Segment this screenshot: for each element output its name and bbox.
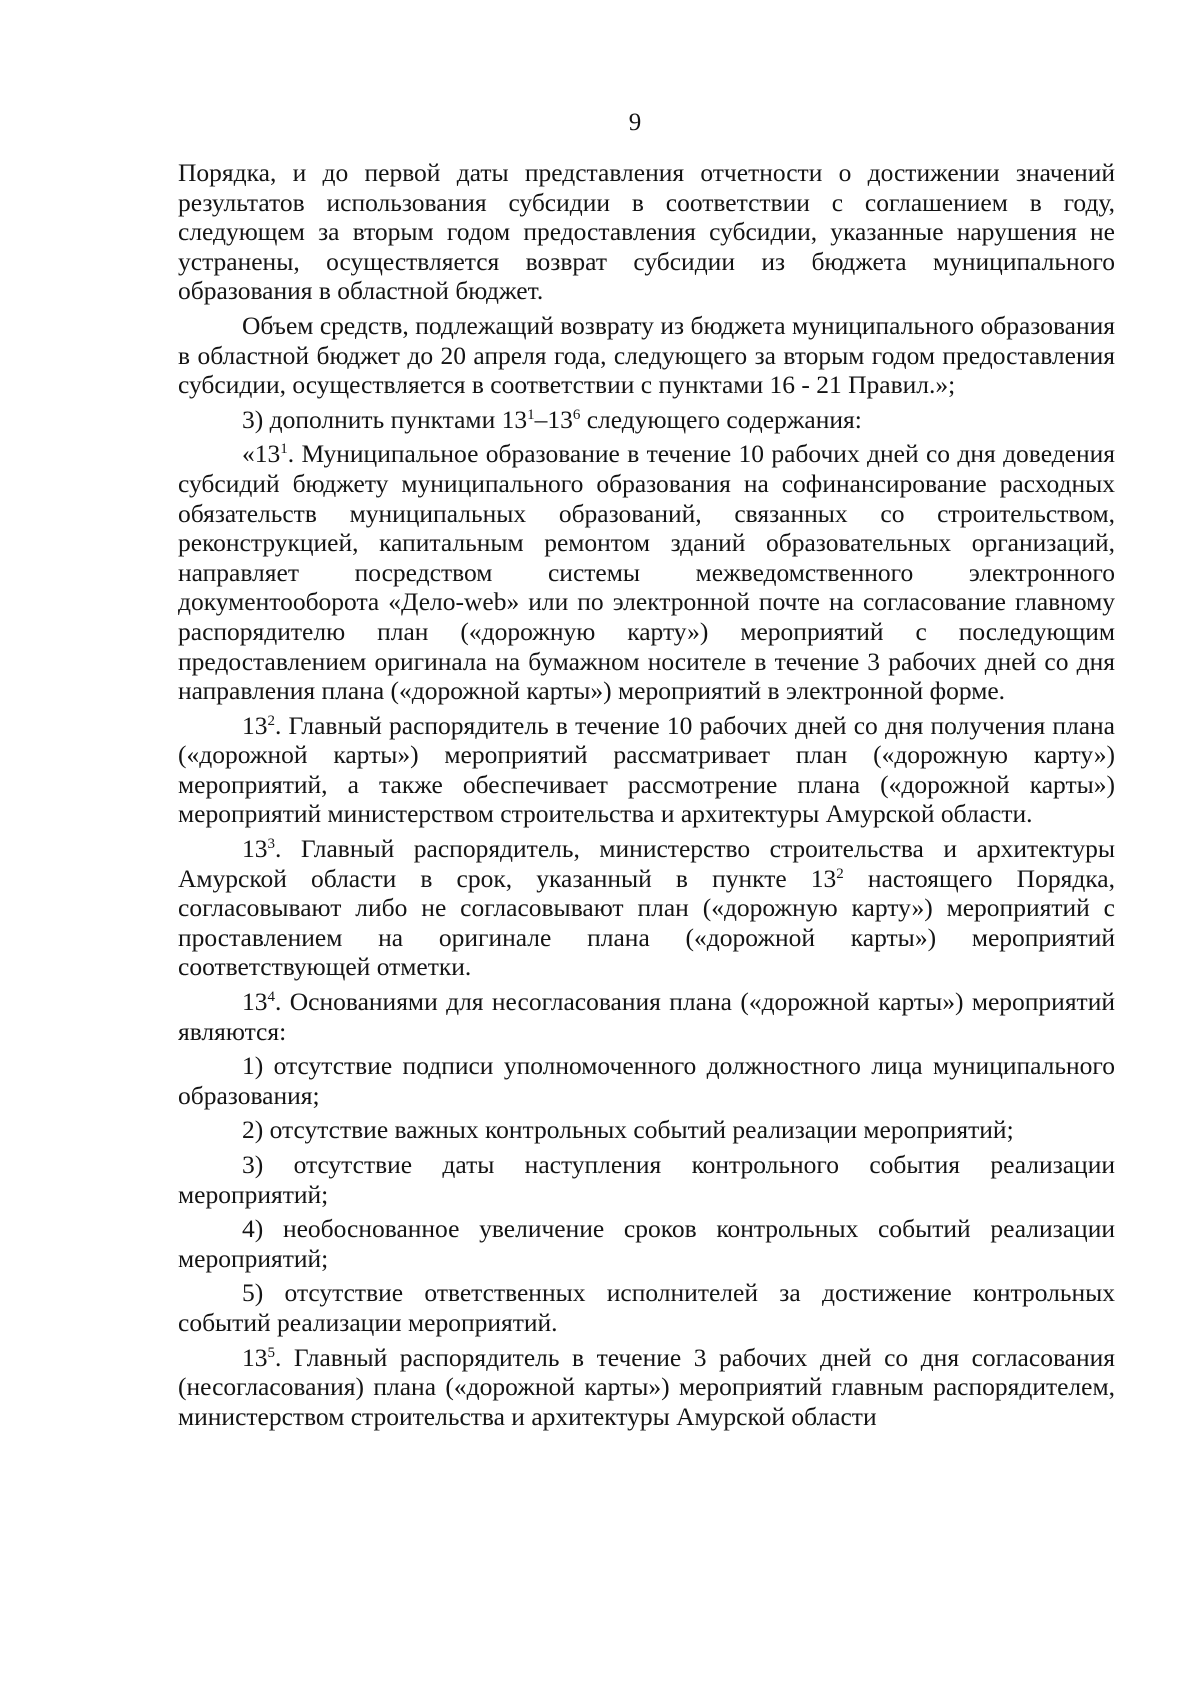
paragraph-clause-13-3: $13^3$. Главный распорядитель, министерство строительства и архитектуры Амурской области в срок, указанный в пункте $13^2$ настоящего Порядка, согласовывают либо не согласовывают план («дорожную карту») мероприятий с проставлением на оригинале плана («дорожной карты») мероприятий соответствующей отметки. [178,834,1115,982]
paragraph-clause-13-2: $13^2$. Главный распорядитель в течение 10 рабочих дней со дня получения плана («дорожной карты») мероприятий рассматривает план («дорожную карту») мероприятий, а также обеспечивает рассмотрение плана («дорожной карты») мероприятий министерством строительства и архитектуры Амурской области. [178,710,1115,829]
document-body [178,158,1115,1436]
paragraph-clause-13-5: $13^5$. Главный распорядитель в течение 3 рабочих дней со дня согласования (несогласования) плана («дорожной карты») мероприятий главным распорядителем, министерством строительства и архитектуры Амурской области [178,1342,1115,1431]
paragraph: Порядка, и до первой даты представления отчетности о достижении значений результатов использования субсидии в соответствии с соглашением в году, следующем за вторым годом предоставления субсидии, указанные нарушения не устранены, осуществляется возврат субсидии из бюджета муниципального образования в областной бюджет. [178,158,1115,306]
list-item: 5) отсутствие ответственных исполнителей за достижение контрольных событий реализации мероприятий. [178,1278,1115,1337]
list-item: 3) отсутствие даты наступления контрольного события реализации мероприятий; [178,1150,1115,1209]
list-item: 1) отсутствие подписи уполномоченного должностного лица муниципального образования; [178,1051,1115,1110]
paragraph: Объем средств, подлежащий возврату из бюджета муниципального образования в областной бюджет до 20 апреля года, следующего за вторым годом предоставления субсидии, осуществляется в соответствии с пунктами 16 - 21 Правил.»; [178,310,1115,400]
paragraph-amendment: 3) дополнить пунктами $13^1-13^6$ следующего содержания: [242,404,862,434]
list-item: 4) необоснованное увеличение сроков контрольных событий реализации мероприятий; [178,1214,1115,1273]
paragraph-clause-13-4: $13^4$. Основаниями для несогласования плана («дорожной карты») мероприятий являются: [178,987,1115,1046]
paragraph-clause-13-1: «$13^1$. Муниципальное образование в течение 10 рабочих дней со дня доведения субсидий бюджету муниципального образования на софинансирование расходных обязательств муниципальных образований, связанных со строительством, реконструкцией, капитальным ремонтом зданий образовательных организаций, направляет посредством системы межведомственного электронного документооборота «Дело-web» или по электронной почте на согласование главному распорядителю план («дорожную карту») мероприятий с последующим предоставлением оригинала на бумажном носителе в течение 3 рабочих дней со дня направления плана («дорожной карты») мероприятий в электронной форме. [178,439,1115,706]
page-number: 9 [628,109,642,136]
list-item: 2) отсутствие важных контрольных событий реализации мероприятий; [242,1115,1014,1145]
